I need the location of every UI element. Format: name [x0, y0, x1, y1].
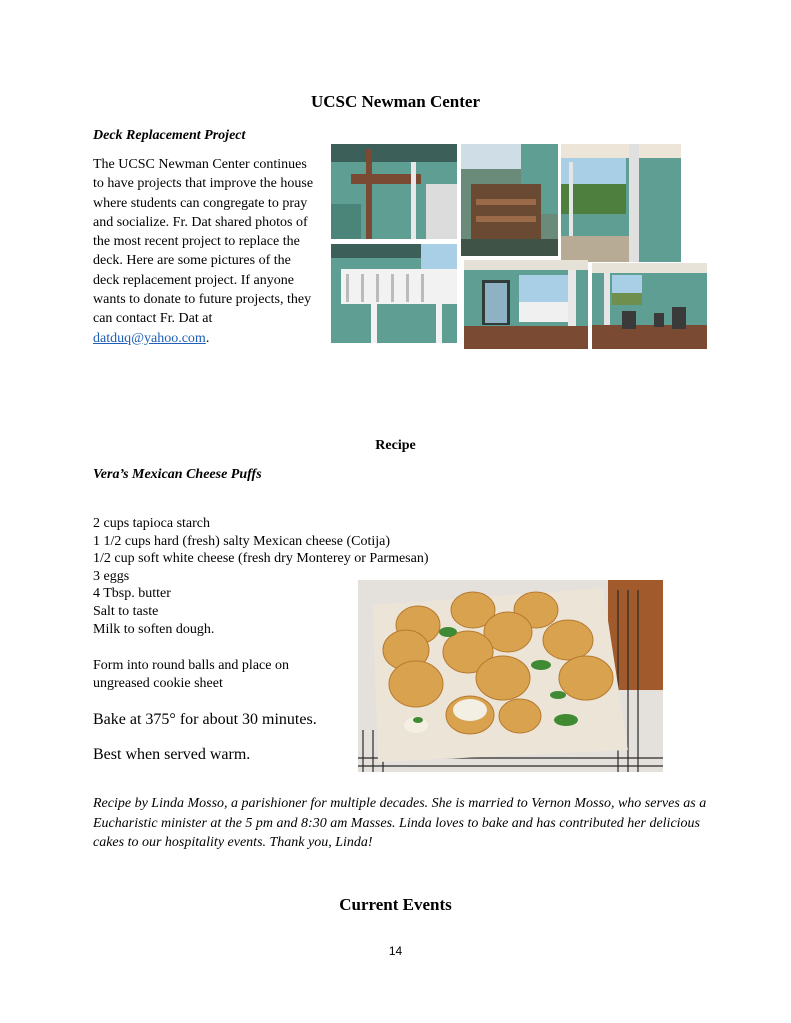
ingredient-item: 1/2 cup soft white cheese (fresh dry Monterey or Parmesan): [93, 551, 429, 567]
deck-photo-5: [464, 260, 588, 349]
page-title: UCSC Newman Center: [310, 92, 481, 111]
instruction-line: Form into round balls and place on: [93, 658, 289, 673]
deck-photo-6: [592, 263, 707, 349]
deck-photo-3: [561, 144, 681, 262]
ingredient-item: 2 cups tapioca starch: [93, 516, 211, 531]
instruction-line: ungreased cookie sheet: [93, 675, 223, 691]
recipe-heading: Recipe: [375, 438, 416, 453]
ingredient-item: Salt to taste: [93, 603, 159, 619]
deck-paragraph-text: The UCSC Newman Center continues to have projects that improve the house where students can congregate to pray and socialize. Fr. Dat shared photos of the most recent project to replace the deck. Here are some pictures of the deck replacement project. If anyone wants to donate to future projects, they can contact Fr. Dat at: [93, 157, 314, 327]
ingredient-item: 3 eggs: [93, 568, 130, 584]
ingredient-item: 4 Tbsp. butter: [93, 586, 171, 602]
deck-photo-4: [331, 244, 457, 343]
recipe-name: Vera’s Mexican Cheese Puffs: [93, 467, 262, 482]
deck-paragraph: [93, 155, 318, 348]
recipe-credit: Recipe by Linda Mosso, a parishioner for multiple decades. She is married to Vernon Mosso, who serves as a Eucharistic minister at the 5 pm and 8:30 am Masses. Linda loves to bake and has contributed her delicious cakes to our hospitality events. Thank you, Linda!: [93, 796, 707, 850]
deck-paragraph-end: .: [205, 330, 210, 346]
instruction-step-3: Best when served warm.: [93, 746, 251, 763]
ingredient-item: 1 1/2 cups hard (fresh) salty Mexican cheese (Cotija): [93, 533, 391, 549]
cheese-puffs-photo: [358, 580, 663, 772]
ingredient-item: Milk to soften dough.: [93, 621, 215, 637]
deck-photo-2: [461, 144, 558, 256]
current-events-heading: Current Events: [339, 895, 452, 914]
page-number: 14: [388, 944, 403, 958]
instruction-step-1: [93, 657, 353, 692]
deck-photo-1: [331, 144, 457, 239]
email-link[interactable]: datduq@yahoo.com: [93, 330, 206, 346]
instruction-step-2: Bake at 375° for about 30 minutes.: [93, 711, 317, 728]
section-subtitle: Deck Replacement Project: [93, 128, 246, 143]
